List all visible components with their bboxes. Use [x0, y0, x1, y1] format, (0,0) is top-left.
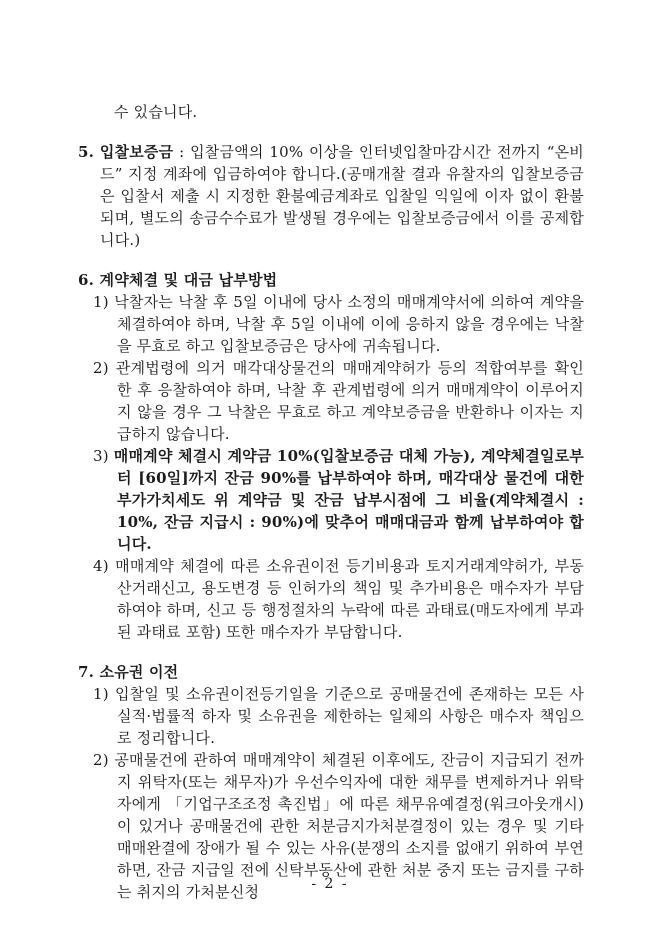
- list-item: [93, 683, 584, 749]
- item-marker: 3): [93, 447, 109, 465]
- section-number: 6.: [78, 271, 95, 289]
- section-number: 5.: [78, 143, 95, 161]
- item-text: 매매계약 체결에 따른 소유권이전 등기비용과 토지거래계약허가, 부동산거래신고, 용도변경 등 인허가의 책임 및 추가비용은 매수자가 부담하여야 하며, 신고 등 행정절차의 누락에 따른 과태료(매도자에게 부과된 과태료 포함) 또한 매수자가 부담합니다.: [115, 557, 585, 641]
- section-7-heading: [78, 661, 584, 683]
- item-text: 관계법령에 의거 매각대상물건의 매매계약허가 등의 적합여부를 확인한 후 응찰하여야 하며, 낙찰 후 관계법령에 의거 매매계약이 이루어지지 않을 경우 그 낙찰은 무효로 하고 계약보증금을 반환하나 이자는 지급하지 않습니다.: [115, 359, 584, 443]
- section-6: [78, 269, 584, 643]
- item-marker: 2): [93, 359, 109, 377]
- section-title: 입찰보증금: [99, 143, 174, 161]
- section-number: 7.: [78, 663, 95, 681]
- item-text: 낙찰자는 낙찰 후 5일 이내에 당사 소정의 매매계약서에 의하여 계약을 체결하여야 하며, 낙찰 후 5일 이내에 이에 응하지 않을 경우에는 낙찰을 무효로 하고 입찰보증금은 당사에 귀속됩니다.: [114, 293, 585, 355]
- section-7: [78, 661, 584, 903]
- section-6-heading: [78, 269, 584, 291]
- carryover-text: 수 있습니다.: [114, 103, 198, 121]
- section-5: [78, 141, 584, 251]
- section-title: 계약체결 및 대금 납부방법: [99, 271, 278, 289]
- section-title-separator: :: [173, 143, 191, 161]
- item-marker: 2): [93, 751, 109, 769]
- item-marker: 4): [93, 557, 109, 575]
- document-body: [78, 101, 584, 903]
- item-marker: 1): [93, 685, 109, 703]
- list-item: [93, 445, 584, 555]
- page-number: - 2 -: [311, 876, 349, 892]
- item-text: 입찰일 및 소유권이전등기일을 기준으로 공매물건에 존재하는 모든 사실적·법률적 하자 및 소유권을 제한하는 일체의 사항은 매수자 책임으로 정리합니다.: [114, 685, 585, 747]
- item-text: 공매물건에 관하여 매매계약이 체결된 이후에도, 잔금이 지급되기 전까지 위탁자(또는 채무자)가 우선수익자에 대한 채무를 변제하거나 위탁자에게 「기업구조조정 촉진법」에 따른 채무유예결정(워크아웃개시)이 있거나 공매물건에 관한 처분금지가처분결정이 있는 경우 및 기타 매매완결에 장애가 될 수 있는 사유(분쟁의 소지를 없애기 위하여 부연하면, 잔금 지급일 전에 신탁부동산에 관한 처분 중지 또는 금지를 구하는 취지의 가처분신청: [114, 751, 584, 901]
- list-item: [93, 555, 584, 643]
- section-body: 입찰금액의 10% 이상을 인터넷입찰마감시간 전까지 “온비드” 지정 계좌에 입금하여야 합니다.(공매개찰 결과 유찰자의 입찰보증금은 입찰서 제출 시 지정한 환불예금계좌로 입찰일 익일에 이자 없이 환불되며, 별도의 송금수수료가 발생될 경우에는 입찰보증금에서 이를 공제합니다.): [100, 143, 584, 249]
- item-marker: 1): [93, 293, 109, 311]
- section-title: 소유권 이전: [99, 663, 179, 681]
- item-text: 매매계약 체결시 계약금 10%(입찰보증금 대체 가능), 계약체결일로부터 [60일]까지 잔금 90%를 납부하여야 하며, 매각대상 물건에 대한 부가가치세도 위 계약금 및 잔금 납부시점에 그 비율(계약체결시 : 10%, 잔금 지급시 : 90%)에 맞추어 매매대금과 함께 납부하여야 합니다.: [113, 447, 584, 553]
- section-6-items: [93, 291, 584, 643]
- list-item: [93, 291, 584, 357]
- section-7-items: [93, 683, 584, 903]
- list-item: [93, 357, 584, 445]
- section-5-paragraph: [78, 141, 584, 251]
